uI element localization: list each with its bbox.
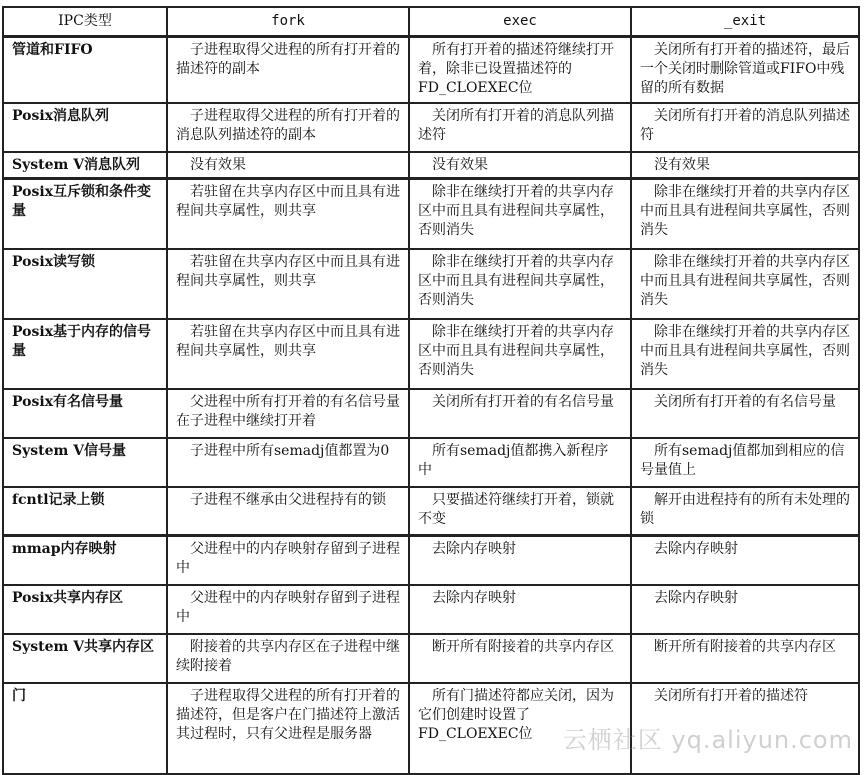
cell-exit: 除非在继续打开着的共享内存区中而且具有进程间共享属性，否则消失 [631, 319, 859, 389]
cell-fork: 若驻留在共享内存区中而且具有进程间共享属性，则共享 [167, 319, 409, 389]
cell-exec: 去除内存映射 [409, 536, 631, 585]
cell-exec: 去除内存映射 [409, 585, 631, 634]
ipc-table [2, 6, 860, 775]
cell-ipc-type: Posix读写锁 [3, 249, 167, 319]
cell-fork: 子进程中所有semadj值都置为0 [167, 438, 409, 487]
cell-exit: 断开所有附接着的共享内存区 [631, 634, 859, 683]
cell-exit: 关闭所有打开着的描述符，最后一个关闭时删除管道或FIFO中残留的所有数据 [631, 37, 859, 103]
header-exec: exec [409, 7, 631, 37]
header-row [3, 7, 859, 37]
cell-exit: 所有semadj值都加到相应的信号量值上 [631, 438, 859, 487]
cell-ipc-type: System V共享内存区 [3, 634, 167, 683]
cell-ipc-type: Posix共享内存区 [3, 585, 167, 634]
cell-exit: 除非在继续打开着的共享内存区中而且具有进程间共享属性，否则消失 [631, 179, 859, 249]
cell-ipc-type: Posix有名信号量 [3, 389, 167, 438]
header-exit: _exit [631, 7, 859, 37]
cell-exec: 关闭所有打开着的有名信号量 [409, 389, 631, 438]
cell-fork: 附接着的共享内存区在子进程中继续附接着 [167, 634, 409, 683]
table-row [3, 319, 859, 389]
cell-fork: 若驻留在共享内存区中而且具有进程间共享属性，则共享 [167, 249, 409, 319]
table-body [3, 37, 859, 774]
table-row [3, 487, 859, 536]
cell-ipc-type: System V信号量 [3, 438, 167, 487]
cell-ipc-type: System V消息队列 [3, 152, 167, 179]
cell-fork: 子进程取得父进程的所有打开着的消息队列描述符的副本 [167, 103, 409, 152]
cell-ipc-type: 门 [3, 683, 167, 774]
cell-exit: 关闭所有打开着的消息队列描述符 [631, 103, 859, 152]
cell-ipc-type: Posix互斥锁和条件变量 [3, 179, 167, 249]
cell-exit: 解开由进程持有的所有未处理的锁 [631, 487, 859, 536]
cell-ipc-type: fcntl记录上锁 [3, 487, 167, 536]
cell-exec: 所有门描述符都应关闭，因为它们创建时设置了FD_CLOEXEC位 [409, 683, 631, 774]
cell-fork: 子进程取得父进程的所有打开着的描述符的副本 [167, 37, 409, 103]
cell-exit: 没有效果 [631, 152, 859, 179]
table-row [3, 634, 859, 683]
cell-exec: 所有打开着的描述符继续打开着，除非已设置描述符的FD_CLOEXEC位 [409, 37, 631, 103]
header-ipc-type: IPC类型 [3, 7, 167, 37]
cell-exit: 除非在继续打开着的共享内存区中而且具有进程间共享属性，否则消失 [631, 249, 859, 319]
cell-exit: 去除内存映射 [631, 536, 859, 585]
table-row [3, 152, 859, 179]
table-row [3, 37, 859, 103]
cell-exec: 没有效果 [409, 152, 631, 179]
cell-fork: 父进程中的内存映射存留到子进程中 [167, 585, 409, 634]
cell-ipc-type: Posix基于内存的信号量 [3, 319, 167, 389]
cell-fork: 若驻留在共享内存区中而且具有进程间共享属性，则共享 [167, 179, 409, 249]
cell-exec: 除非在继续打开着的共享内存区中而且具有进程间共享属性，否则消失 [409, 179, 631, 249]
table-row [3, 249, 859, 319]
watermark: 云栖社区 yq.aliyun.com [562, 726, 853, 754]
cell-fork: 子进程不继承由父进程持有的锁 [167, 487, 409, 536]
cell-fork: 子进程取得父进程的所有打开着的描述符，但是客户在门描述符上激活其过程时，只有父进程是服务器 [167, 683, 409, 774]
table-row [3, 536, 859, 585]
cell-exit: 关闭所有打开着的有名信号量 [631, 389, 859, 438]
cell-exit: 去除内存映射 [631, 585, 859, 634]
cell-ipc-type: mmap内存映射 [3, 536, 167, 585]
cell-fork: 父进程中的内存映射存留到子进程中 [167, 536, 409, 585]
cell-exec: 除非在继续打开着的共享内存区中而且具有进程间共享属性，否则消失 [409, 249, 631, 319]
cell-ipc-type: 管道和FIFO [3, 37, 167, 103]
cell-fork: 没有效果 [167, 152, 409, 179]
cell-ipc-type: Posix消息队列 [3, 103, 167, 152]
table-row [3, 103, 859, 152]
table-row [3, 389, 859, 438]
cell-exec: 断开所有附接着的共享内存区 [409, 634, 631, 683]
cell-exec: 只要描述符继续打开着，锁就不变 [409, 487, 631, 536]
header-fork: fork [167, 7, 409, 37]
table-row [3, 438, 859, 487]
cell-exec: 关闭所有打开着的消息队列描述符 [409, 103, 631, 152]
table-row [3, 585, 859, 634]
cell-exec: 除非在继续打开着的共享内存区中而且具有进程间共享属性，否则消失 [409, 319, 631, 389]
cell-fork: 父进程中所有打开着的有名信号量在子进程中继续打开着 [167, 389, 409, 438]
cell-exec: 所有semadj值都携入新程序中 [409, 438, 631, 487]
cell-exit: 关闭所有打开着的描述符 [631, 683, 859, 774]
table-row [3, 179, 859, 249]
